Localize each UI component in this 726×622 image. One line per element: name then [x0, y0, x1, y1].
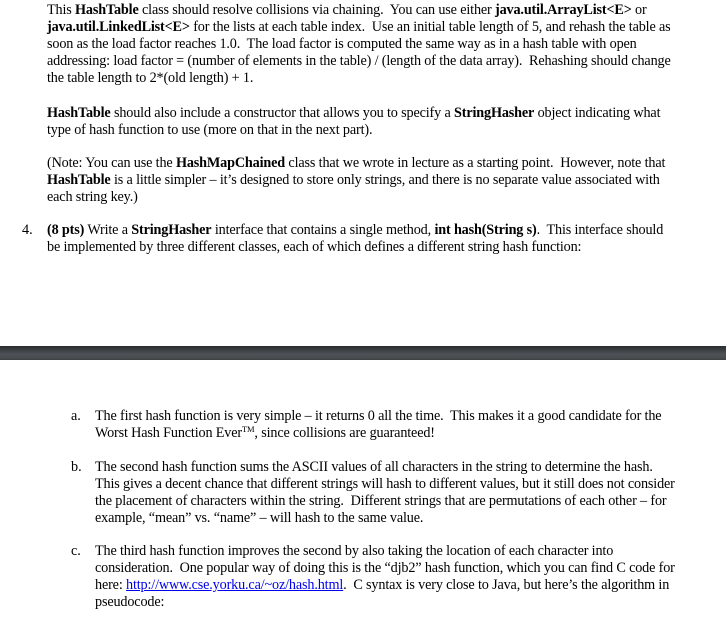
text-line — [95, 459, 653, 476]
text-run: The first hash function is very simple – it returns 0 all the time. This makes it a good candidate for the — [95, 408, 662, 424]
text-run: or — [631, 2, 647, 18]
text-run: be implemented by three different classes, each of which defines a different string hash function: — [47, 239, 582, 255]
bold-term: java.util.ArrayList<E> — [495, 2, 632, 18]
text-line — [47, 2, 647, 19]
text-run: consideration. One popular way of doing this is the “djb2” hash function, which you can find C code for — [95, 560, 675, 576]
text-line — [47, 70, 253, 87]
bold-term: (8 pts) — [47, 222, 85, 238]
text-line — [95, 577, 669, 594]
text-line — [47, 172, 660, 189]
text-line — [47, 105, 660, 122]
text-run: addressing: load factor = (number of elements in the table) / (length of the data array). Rehashing should change — [47, 53, 671, 69]
text-run: pseudocode: — [95, 594, 165, 610]
text-line — [95, 560, 675, 577]
text-run: , since collisions are guaranteed! — [254, 425, 435, 441]
subitem-letter: a. — [71, 408, 81, 424]
text-line — [95, 476, 675, 493]
text-run: class should resolve collisions via chaining. You can use either — [138, 2, 496, 18]
text-run: the table length to 2*(old length) + 1. — [47, 70, 254, 86]
bold-term: HashTable — [47, 105, 111, 121]
text-line — [47, 36, 637, 53]
subitem-letter: b. — [71, 459, 82, 475]
text-run: The second hash function sums the ASCII values of all characters in the string to determine the hash. — [95, 459, 653, 475]
text-line — [95, 493, 666, 510]
text-line — [47, 222, 663, 239]
text-run: should also include a constructor that allows you to specify a — [110, 105, 455, 121]
text-line — [95, 543, 613, 560]
text-run: each string key.) — [47, 189, 138, 205]
item-number: 4. — [22, 222, 33, 238]
text-run: Write a — [84, 222, 132, 238]
bold-term: int hash(String s) — [434, 222, 537, 238]
text-line — [47, 122, 372, 139]
subitem-letter: c. — [71, 543, 81, 559]
text-run: for the lists at each table index. Use an initial table length of 5, and rehash the table as — [189, 19, 671, 35]
text-run: Worst Hash Function Ever — [95, 425, 242, 441]
text-line — [95, 594, 164, 611]
text-line — [95, 425, 435, 442]
text-run: This gives a decent chance that different strings will hash to different values, but it still does not consider — [95, 476, 675, 492]
text-run: . This interface should — [536, 222, 664, 238]
bold-term: StringHasher — [131, 222, 212, 238]
text-run: object indicating what — [534, 105, 661, 121]
bold-term: HashMapChained — [175, 155, 286, 171]
text-run: the placement of characters within the string. Different strings that are permutations of each other – for — [95, 493, 667, 509]
trademark-superscript: TM — [241, 424, 255, 434]
text-run: type of hash function to use (more on that in the next part). — [47, 122, 373, 138]
text-line — [47, 19, 671, 36]
text-run: class that we wrote in lecture as a starting point. However, note that — [285, 155, 666, 171]
text-run: . C syntax is very close to Java, but here’s the algorithm in — [343, 577, 670, 593]
text-line — [95, 510, 423, 527]
text-run: soon as the load factor reaches 1.0. The load factor is computed the same way as in a hash table with open — [47, 36, 637, 52]
bold-term: HashTable — [75, 2, 139, 18]
text-line — [47, 53, 671, 70]
text-run: interface that contains a single method, — [211, 222, 435, 238]
hash-reference-link[interactable]: http://www.cse.yorku.ca/~oz/hash.html — [126, 577, 344, 593]
bold-term: StringHasher — [454, 105, 535, 121]
text-line — [47, 189, 138, 206]
text-run: here: — [95, 577, 127, 593]
bold-term: HashTable — [47, 172, 111, 188]
page-break-bar — [0, 346, 726, 360]
text-line — [95, 408, 661, 425]
text-line — [47, 239, 581, 256]
text-run: (Note: You can use the — [47, 155, 176, 171]
text-run: example, “mean” vs. “name” – will hash to the same value. — [95, 510, 424, 526]
text-run: is a little simpler – it’s designed to store only strings, and there is no separate value associated with — [110, 172, 660, 188]
text-run: The third hash function improves the second by also taking the location of each character into — [95, 543, 614, 559]
text-line — [47, 155, 665, 172]
bold-term: java.util.LinkedList<E> — [47, 19, 190, 35]
text-run: This — [47, 2, 76, 18]
